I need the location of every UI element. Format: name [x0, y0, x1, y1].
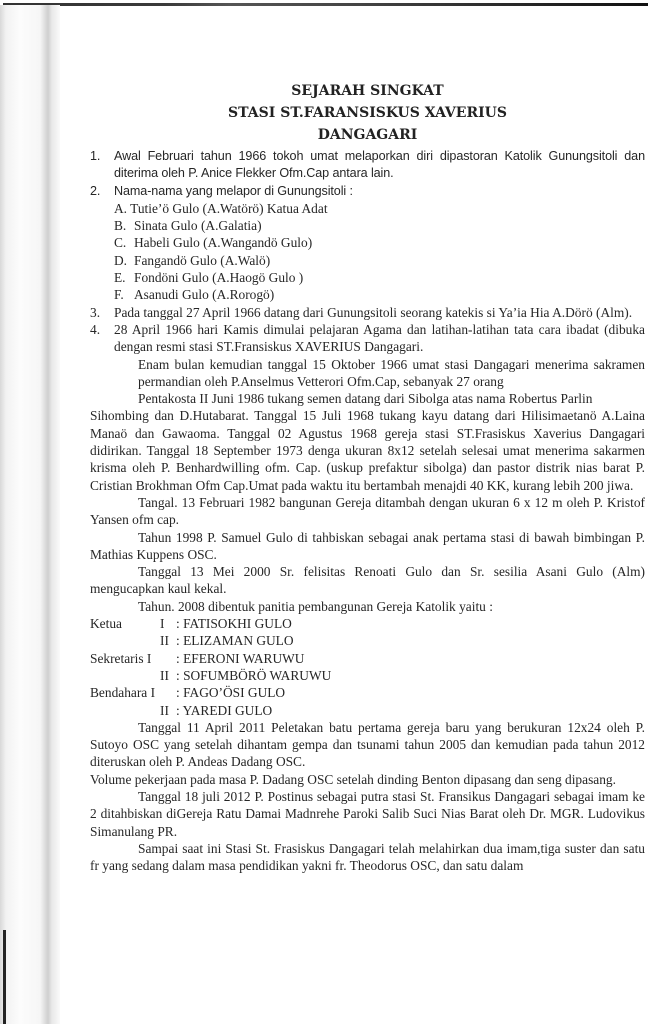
reporter-letter: C. [114, 235, 127, 251]
paragraph: Sihombing dan D.Hutabarat. Tanggal 15 Juli 1968 tukang kayu datang dari Hilisimaetanö A.Laina Manaö dan Gawaoma. Tanggal 02 Agustus 1968 gereja stasi ST.Frasiskus Xaverius Dangagari didirikan. Tanggal 18 September 1973 denga ukuran 8x12 setelah selesai umat menerima sakarmen krisma oleh P. Benhardwilling ofm. Cap. (uskup prefaktur sibolga) dan pastor distrik nias barat P. Cristian Brokhman Ofm Cap.Umat pada waktu itu bertambah menajdi 40 KK, kurang lebih 200 jiwa. [90, 408, 645, 493]
paragraph: Tahun. 2008 dibentuk panitia pembangunan Gereja Katolik yaitu : [138, 598, 493, 614]
scan-top-edge [3, 3, 648, 6]
document-body [90, 148, 645, 874]
reporter-item [90, 252, 645, 269]
committee-row [90, 684, 645, 701]
item-text: 28 April 1966 hari Kamis dimulai pelajaran Agama dan latihan-latihan tata cara ibadat (dibuka dengan resmi stasi ST.Fransiskus XAVERIUS Dangagari. [114, 321, 645, 355]
committee-name: : FAGO’ÖSI GULO [176, 685, 286, 701]
reporter-letter: D. [114, 252, 128, 268]
committee-name: : EFERONI WARUWU [176, 650, 305, 666]
reporter-item [90, 217, 645, 234]
reporter-text: Tutie’ö Gulo (A.Watörö) Katua Adat [130, 200, 328, 216]
committee-row [90, 702, 645, 719]
committee-role: Sekretaris I [90, 650, 152, 666]
reporter-text: Fondöni Gulo (A.Haogö Gulo ) [134, 270, 304, 286]
item-number: 4. [90, 321, 101, 337]
item-number: 3. [90, 304, 101, 320]
numbered-item-3 [90, 304, 645, 321]
numbered-item-1 [90, 148, 645, 183]
committee-role: Bendahara I [90, 685, 156, 701]
committee-rank: II [160, 702, 169, 718]
committee-name: : FATISOKHI GULO [176, 616, 292, 632]
reporter-text: Asanudi Gulo (A.Rorogö) [134, 287, 275, 303]
item-number: 1. [90, 149, 101, 163]
book-binding-shadow [0, 5, 60, 1024]
paragraph: Enam bulan kemudian tanggal 15 Oktober 1966 umat stasi Dangagari menerima sakramen permandian oleh P.Anselmus Vetterori Ofm.Cap, sebanyak 27 orang [138, 356, 645, 389]
reporter-item [90, 269, 645, 286]
title-line-3: DANGAGARI [317, 127, 418, 143]
committee-list [90, 615, 645, 719]
paragraph: Tahun 1998 P. Samuel Gulo di tahbiskan sebagai anak pertama stasi di bawah bimbingan P. Mathias Kuppens OSC. [90, 529, 645, 562]
numbered-item-2 [90, 183, 645, 200]
committee-name: : ELIZAMAN GULO [176, 633, 294, 649]
reporter-item [90, 234, 645, 251]
committee-rank: II [160, 667, 169, 683]
paragraph: Pentakosta II Juni 1986 tukang semen datang dari Sibolga atas nama Robertus Parlin [138, 391, 593, 407]
reporter-letter: A. [114, 200, 128, 216]
item-text: Nama-nama yang melapor di Gunungsitoli : [114, 183, 353, 198]
committee-row [90, 615, 645, 632]
reporter-text: Fangandö Gulo (A.Walö) [134, 252, 271, 268]
document-title [90, 80, 645, 146]
reporter-letter: F. [114, 287, 124, 303]
committee-role: Ketua [90, 616, 122, 632]
reporter-letter: B. [114, 218, 127, 234]
committee-rank: I [160, 616, 165, 632]
reporter-item [90, 200, 645, 217]
numbered-item-4 [90, 321, 645, 356]
committee-name: : SOFUMBÖRÖ WARUWU [176, 667, 332, 683]
paragraph: Tanggal 11 April 2011 Peletakan batu pertama gereja baru yang berukuran 12x24 oleh P. Sutoyo OSC yang setelah dihantam gempa dan tsunami tahun 2005 dan kemudian pada tahun 2012 diteruskan oleh P. Andeas Dadang OSC. [90, 719, 645, 770]
committee-row [90, 632, 645, 649]
item-text: Awal Februari tahun 1966 tokoh umat melaporkan diri dipastoran Katolik Gunungsitoli dan diterima oleh P. Anice Flekker Ofm.Cap antara lain. [114, 149, 645, 181]
reporter-item [90, 286, 645, 303]
reporter-text: Habeli Gulo (A.Wangandö Gulo) [134, 235, 313, 251]
paragraph: Tangal. 13 Februari 1982 bangunan Gereja ditambah dengan ukuran 6 x 12 m oleh P. Kristof Yansen ofm cap. [90, 494, 645, 528]
paragraph: Tanggal 13 Mei 2000 Sr. felisitas Renoati Gulo dan Sr. sesilia Asani Gulo (Alm) mengucapkan kaul kekal. [90, 564, 645, 597]
paragraph: Tanggal 18 juli 2012 P. Postinus sebagai putra stasi St. Fransikus Dangagari sebagai imam ke 2 ditahbiskan diGereja Ratu Damai Madnrehe Paroki Salib Suci Nias Barat oleh Dr. MGR. Ludovikus Simanulang PR. [90, 788, 645, 839]
book-spine-edge [3, 930, 6, 1024]
item-text: Pada tanggal 27 April 1966 datang dari Gunungsitoli seorang katekis si Ya’ia Hia A.Dörö (Alm). [114, 304, 633, 320]
committee-rank: II [160, 633, 169, 649]
committee-row [90, 667, 645, 684]
title-line-2: STASI ST.FARANSISKUS XAVERIUS [228, 105, 507, 121]
committee-row [90, 650, 645, 667]
title-line-1: SEJARAH SINGKAT [291, 83, 444, 99]
paragraph: Volume pekerjaan pada masa P. Dadang OSC setelah dinding Benton dipasang dan seng dipasang. [90, 771, 616, 787]
reporter-letter: E. [114, 270, 126, 286]
item-number: 2. [90, 183, 101, 198]
paragraph: Sampai saat ini Stasi St. Frasiskus Dangagari telah melahirkan dua imam,tiga suster dan satu fr yang sedang dalam masa pendidikan yakni fr. Theodorus OSC, dan satu dalam [90, 840, 645, 874]
committee-name: : YAREDI GULO [176, 702, 273, 718]
reporter-text: Sinata Gulo (A.Galatia) [134, 218, 262, 234]
